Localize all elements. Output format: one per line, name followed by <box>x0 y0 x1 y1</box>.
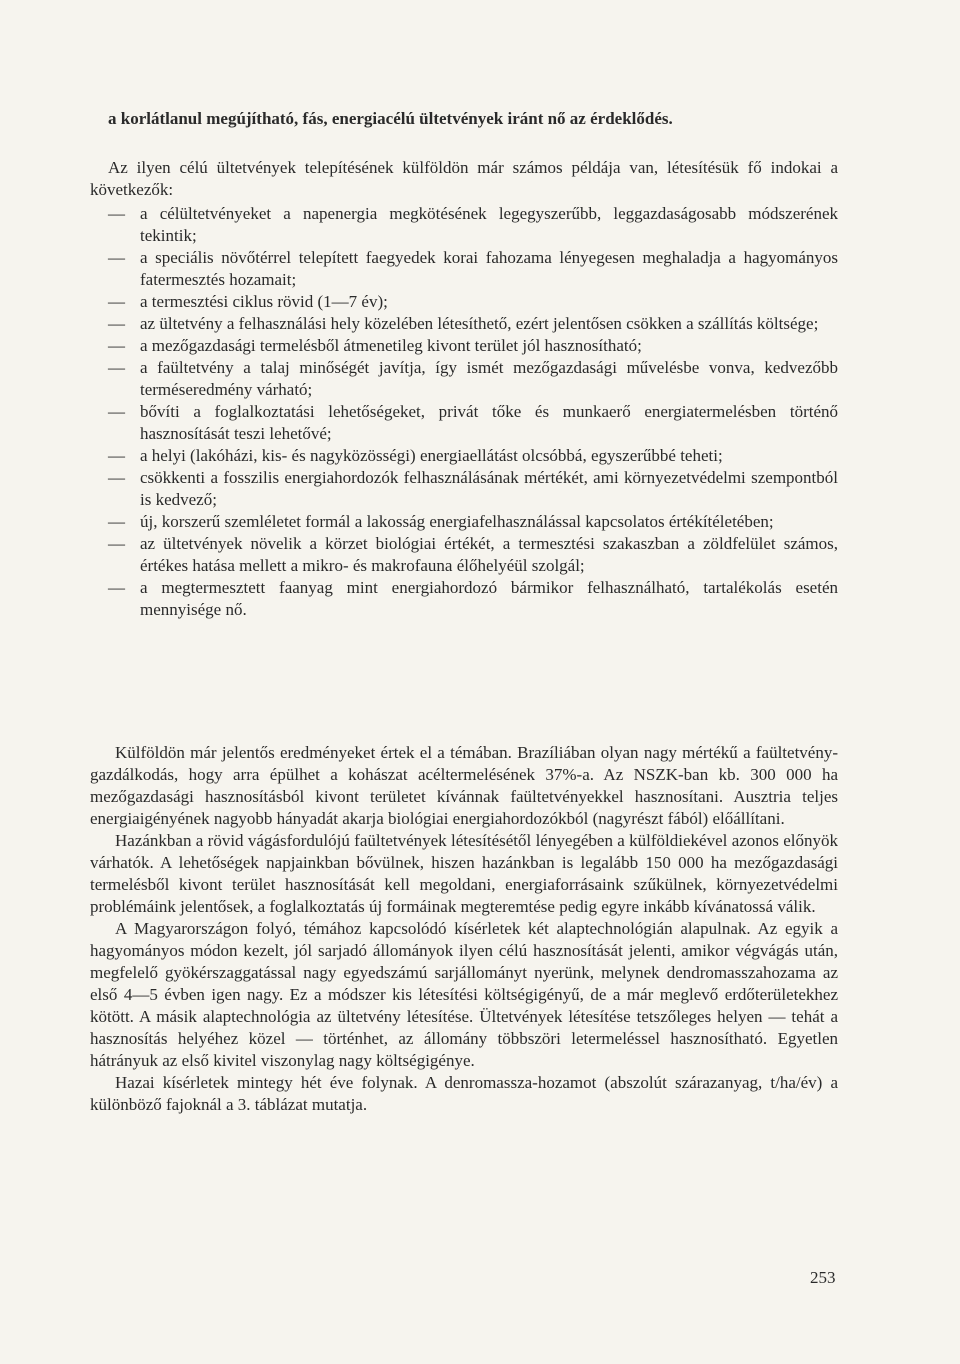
list-item: — a helyi (lakóházi, kis- és nagyközösségi) energiaellátást olcsóbbá, egyszerűbbé teheti; <box>108 446 723 465</box>
intro-paragraph: Az ilyen célú ültetvények telepítésének külföldön már számos példája van, létesítésük fő indokai a következők: <box>90 158 838 199</box>
paragraph: Hazai kísérletek mintegy hét éve folynak. A denromassza-hozamot (abszolút szárazanyag, t/ha/év) a különböző fajoknál a 3. táblázat mutatja. <box>90 1073 838 1114</box>
list-item: — a megtermesztett faanyag mint energiahordozó bármikor felhasználható, tartalékolás esetén mennyisége nő. <box>108 578 838 619</box>
paragraph: Hazánkban a rövid vágásfordulójú faültetvények létesítésétől lényegében a külföldiekével azonos előnyök várhatók. A lehetőségek napjainkban bővülnek, hiszen hazánkban is legalább 150 000 ha mezőgazdasági termelésből kivont terület hasznosítását kell megoldani, energiaforrásaink szűkülnek, környezetvédelmi problémáink jelentősek, a foglalkoztatás új formáinak megteremtése pedig egyre inkább kívánatossá válik. <box>90 831 838 916</box>
list-item: — a faültetvény a talaj minőségét javítja, így ismét mezőgazdasági művelésbe vonva, kedvezőbb terméseredmény várható; <box>108 358 838 399</box>
list-item: — új, korszerű szemléletet formál a lakosság energiafelhasználással kapcsolatos értékítéletében; <box>108 512 774 531</box>
page-number: 253 <box>810 1268 836 1287</box>
list-item: — csökkenti a fosszilis energiahordozók felhasználásának mértékét, ami környezetvédelmi szempontból is kedvező; <box>108 468 838 509</box>
paragraph: Külföldön már jelentős eredményeket értek el a témában. Brazíliában olyan nagy mértékű a faültetvény-gazdálkodás, hogy arra épülhet a kohászat acéltermelésének 37%-a. Az NSZK-ban kb. 300 000 ha mezőgazdasági hasznosításból kivont területet kívánnak faültetvényekkel hasznosítani. Ausztria teljes energiaigényének nagyobb hányadát akarja biológiai energiahordozókból (nagyrészt fából) előállítani. <box>90 743 838 828</box>
list-item: — az ültetvények növelik a körzet biológiai értékét, a termesztési szakaszban a zöldfelület számos, értékes hatása mellett a mikro- és makrofauna élőhelyéül szolgál; <box>108 534 838 575</box>
list-item: — a célültetvényeket a napenergia megkötésének legegyszerűbb, leggazdaságosabb módszerének tekintik; <box>108 204 838 245</box>
list-item: — az ültetvény a felhasználási hely közelében létesíthető, ezért jelentősen csökken a szállítás költsége; <box>108 314 819 333</box>
advantages-list <box>90 203 838 621</box>
heading-continuation: a korlátlanul megújítható, fás, energiacélú ültetvények iránt nő az érdeklődés. <box>108 109 673 128</box>
list-item: — a speciális növőtérrel telepített faegyedek korai fahozama lényegesen meghaladja a hagyományos fatermesztés hozamait; <box>108 248 838 289</box>
paragraph: A Magyarországon folyó, témához kapcsolódó kísérletek két alaptechnológián alapulnak. Az egyik a hagyományos módon kezelt, jól sarjadó állományok ilyen célú hasznosítását jelenti, amikor végvágás után, megfelelő gyökérszaggatással nagy egyedszámú sarjállományt nyerünk, melynek dendromasszahozama az első 4—5 évben igen nagy. Ez a módszer kis létesítési költségigényű, de a már meglevő erdőterületekhez kötött. A másik alaptechnológia az ültetvény létesítése. Ültetvények létesítése tetszőleges helyen — tehát a hasznosítás helyéhez közel — történhet, az állomány többszöri letermeléssel hasznosítható. Egyetlen hátrányuk az első kivitel viszonylag nagy költségigénye. <box>90 919 838 1070</box>
list-item: — bővíti a foglalkoztatási lehetőségeket, privát tőke és munkaerő energiatermelésben történő hasznosítását teszi lehetővé; <box>108 402 838 443</box>
list-item: — a mezőgazdasági termelésből átmenetileg kivont terület jól hasznosítható; <box>108 336 642 355</box>
list-item: — a termesztési ciklus rövid (1—7 év); <box>108 292 388 311</box>
body-paragraphs <box>90 742 838 1116</box>
